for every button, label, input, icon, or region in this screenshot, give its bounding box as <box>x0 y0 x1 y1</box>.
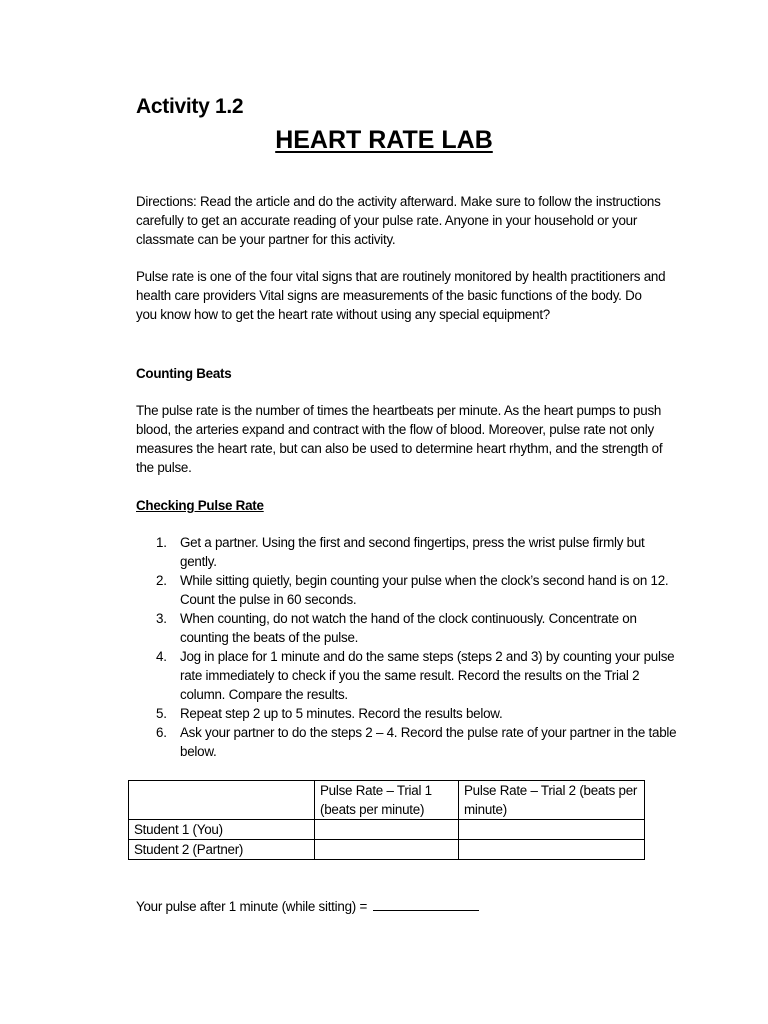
step-number: 3. <box>156 611 167 626</box>
counting-beats-paragraph: The pulse rate is the number of times the heartbeats per minute. As the heart pumps to push blood, the arteries expand and contract with the flow of blood. Moreover, pulse rate not only measures the heart rate, but can also be used to determine heart rhythm, and the strength of the pulse. <box>136 403 663 475</box>
step-number: 6. <box>156 725 167 740</box>
table-row <box>129 820 645 840</box>
directions-text: Read the article and do the activity afterward. Make sure to follow the instructions carefully to get an accurate reading of your pulse rate. Anyone in your household or your classmate can be your partner for this activity. <box>136 194 661 247</box>
directions-label: Directions: <box>136 194 197 209</box>
table-header-cell: Pulse Rate – Trial 2 (beats per minute) <box>459 781 645 820</box>
step-item <box>136 647 681 704</box>
pulse-after-line <box>136 897 479 916</box>
step-item <box>136 609 681 647</box>
step-item <box>136 571 681 609</box>
answer-blank[interactable] <box>373 897 479 911</box>
checking-pulse-heading: Checking Pulse Rate <box>136 498 264 513</box>
step-number: 2. <box>156 573 167 588</box>
step-text: Jog in place for 1 minute and do the same steps (steps 2 and 3) by counting your pulse rate immediately to check if you the same result. Record the results on the Trial 2 column. Compare the results. <box>180 649 675 702</box>
table-cell-trial-2[interactable] <box>459 840 645 860</box>
step-text: Get a partner. Using the first and second fingertips, press the wrist pulse firmly but gently. <box>180 535 645 569</box>
step-item <box>136 533 681 571</box>
step-number: 1. <box>156 535 167 550</box>
table-cell-trial-2[interactable] <box>459 820 645 840</box>
table-cell-student: Student 2 (Partner) <box>129 840 315 860</box>
directions-paragraph <box>136 192 666 249</box>
table-cell-trial-1[interactable] <box>315 820 459 840</box>
step-text: While sitting quietly, begin counting your pulse when the clock’s second hand is on 12. Count the pulse in 60 seconds. <box>180 573 669 607</box>
table-header-row <box>129 781 645 820</box>
intro-paragraph: Pulse rate is one of the four vital signs that are routinely monitored by health practitioners and health care providers Vital signs are measurements of the basic functions of the body. Do you know how to get the heart rate without using any special equipment? <box>136 269 666 322</box>
activity-number: Activity 1.2 <box>136 95 244 118</box>
step-item <box>136 704 681 723</box>
pulse-rate-table <box>128 780 645 860</box>
step-number: 4. <box>156 649 167 664</box>
table-row <box>129 840 645 860</box>
pulse-after-label: Your pulse after 1 minute (while sitting) = <box>136 899 371 914</box>
table-header-cell <box>129 781 315 820</box>
table-cell-trial-1[interactable] <box>315 840 459 860</box>
counting-beats-heading: Counting Beats <box>136 366 232 381</box>
step-text: Ask your partner to do the steps 2 – 4. Record the pulse rate of your partner in the table below. <box>180 725 677 759</box>
step-text: Repeat step 2 up to 5 minutes. Record the results below. <box>180 706 503 721</box>
page-title: HEART RATE LAB <box>275 126 493 154</box>
table-header-cell: Pulse Rate – Trial 1 (beats per minute) <box>315 781 459 820</box>
step-text: When counting, do not watch the hand of the clock continuously. Concentrate on counting the beats of the pulse. <box>180 611 637 645</box>
step-item <box>136 723 681 761</box>
table-cell-student: Student 1 (You) <box>129 820 315 840</box>
step-number: 5. <box>156 706 167 721</box>
steps-list <box>136 533 681 761</box>
